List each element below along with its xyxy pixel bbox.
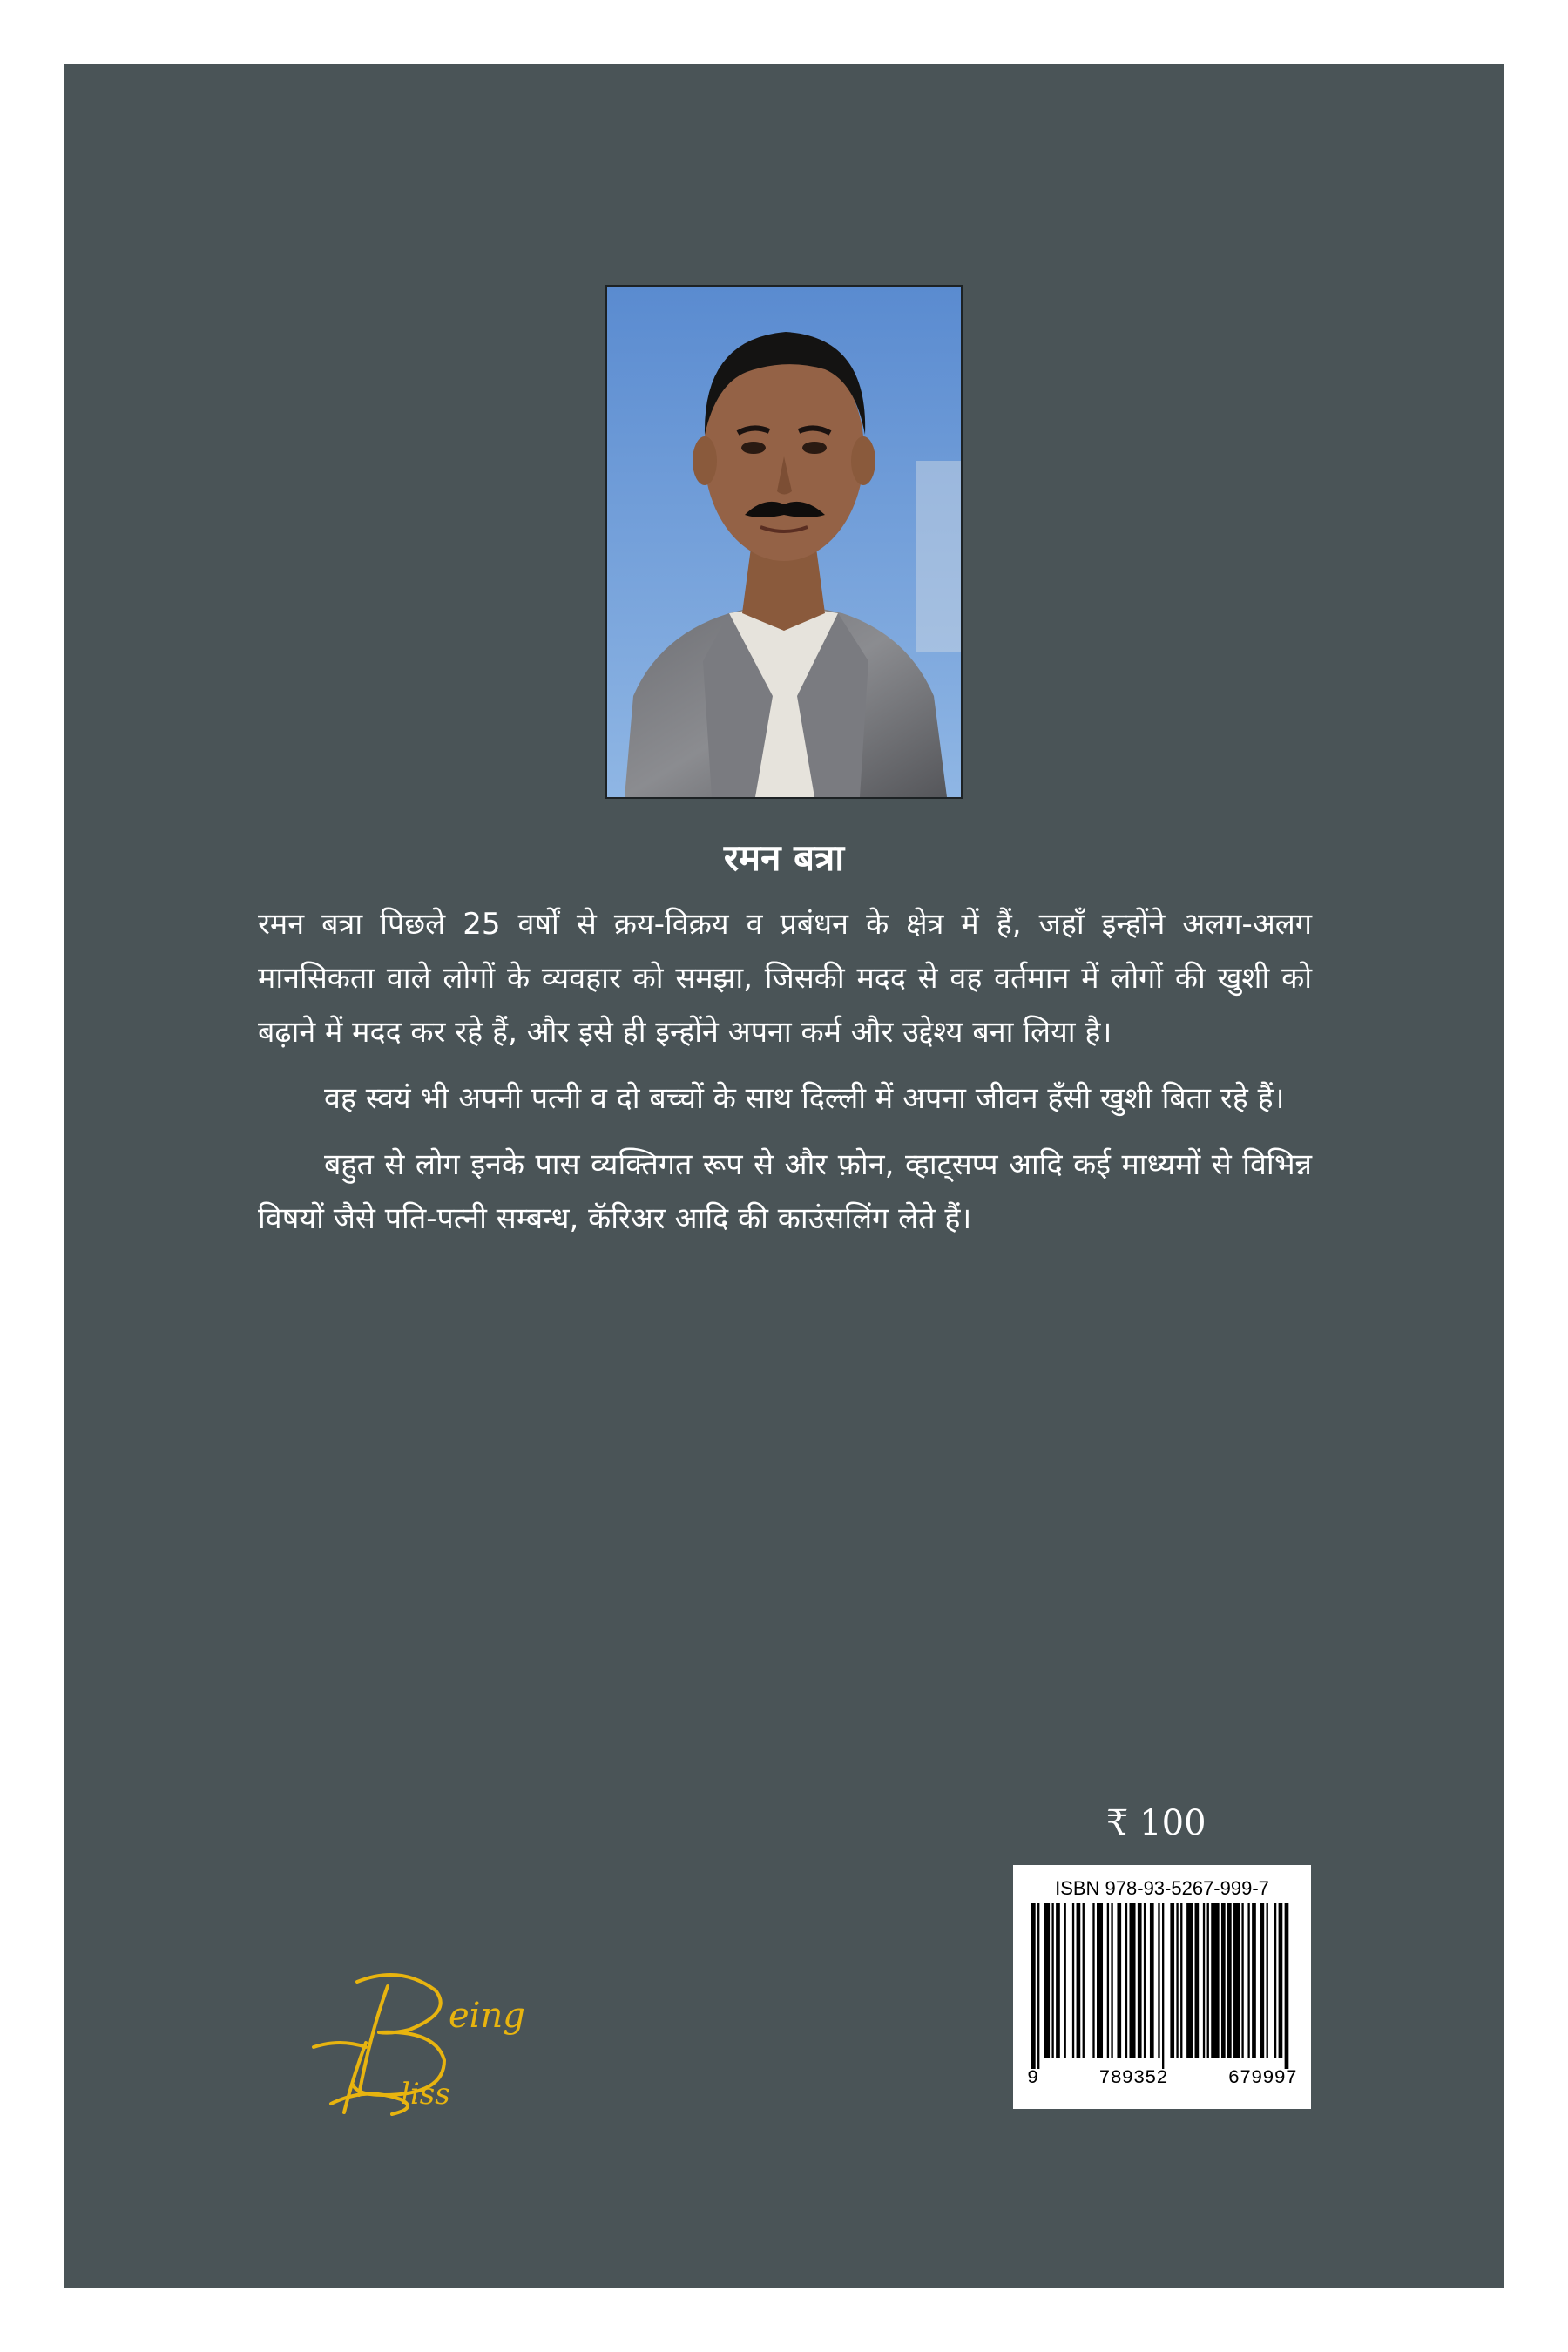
- isbn-label: ISBN 978-93-5267-999-7: [1055, 1877, 1269, 1899]
- barcode-bar: [1138, 1903, 1142, 2058]
- barcode-digit-group-3: 679997: [1227, 2067, 1297, 2089]
- barcode-bar: [1130, 1903, 1136, 2058]
- barcode-bar: [1111, 1903, 1112, 2058]
- barcode-bar: [1150, 1903, 1154, 2058]
- barcode-bar: [1117, 1903, 1121, 2058]
- barcode: [1027, 1903, 1297, 2069]
- barcode-bar: [1044, 1903, 1050, 2058]
- price-label: ₹ 100: [1106, 1803, 1206, 1843]
- barcode-bar: [1162, 1903, 1164, 2069]
- barcode-bar: [1083, 1903, 1085, 2058]
- barcode-bar: [1252, 1903, 1256, 2058]
- isbn-barcode-box: [1013, 1865, 1311, 2109]
- bio-paragraph-3: बहुत से लोग इनके पास व्यक्तिगत रूप से और फ़ोन, व्हाट्सप्प आदि कई माध्यमों से विभिन्न विषयों जैसे पति-पत्नी सम्बन्ध, कॅरिअर आदि की काउंसलिंग लेते हैं।: [258, 1147, 1312, 1236]
- barcode-bar: [1158, 1903, 1159, 2058]
- author-photo: [605, 285, 963, 799]
- barcode-bar: [1267, 1903, 1268, 2058]
- author-portrait-icon: [607, 287, 961, 797]
- barcode-bar: [1247, 1903, 1249, 2058]
- author-name: रमन बत्रा: [723, 836, 845, 879]
- barcode-bar: [1144, 1903, 1146, 2058]
- barcode-bar: [1207, 1903, 1209, 2058]
- barcode-bar: [1077, 1903, 1081, 2058]
- barcode-bar: [1170, 1903, 1174, 2058]
- logo-text-top: eing: [449, 1996, 525, 2036]
- barcode-bar: [1227, 1903, 1232, 2058]
- barcode-bar: [1092, 1903, 1094, 2058]
- barcode-bar: [1221, 1903, 1226, 2058]
- barcode-bar: [1274, 1903, 1276, 2058]
- barcode-bar: [1195, 1903, 1200, 2058]
- bio-paragraph-1: रमन बत्रा पिछले 25 वर्षों से क्रय-विक्रय व प्रबंधन के क्षेत्र में हैं, जहाँ इन्होंने अलग-अलग मानसिकता वाले लोगों के व्यवहार को समझा, जिसकी मदद से वह वर्तमान में लोगों की खुशी को बढ़ाने में मदद कर रहे हैं, और इसे ही इन्होंने अपना कर्म और उद्देश्य बना लिया है।: [258, 907, 1312, 1050]
- barcode-bar: [1125, 1903, 1127, 2058]
- barcode-icon: [1027, 1903, 1297, 2069]
- publisher-logo: [305, 1964, 566, 2121]
- barcode-digit-group-2: 789352: [1098, 2067, 1168, 2089]
- barcode-bar: [1279, 1903, 1283, 2058]
- logo-text-bottom: liss: [401, 2077, 450, 2112]
- barcode-bar: [1107, 1903, 1109, 2058]
- bio-paragraph-2: वह स्वयं भी अपनी पत्नी व दो बच्चों के साथ दिल्ली में अपना जीवन हँसी खुशी बिता रहे हैं।: [324, 1081, 1285, 1116]
- barcode-bar: [1031, 1903, 1036, 2069]
- barcode-bar: [1072, 1903, 1074, 2058]
- barcode-digit-group-1: 9: [1027, 2067, 1039, 2089]
- barcode-bar: [1260, 1903, 1265, 2058]
- being-bliss-logo-icon: [305, 1964, 566, 2121]
- barcode-bar: [1186, 1903, 1193, 2058]
- author-bio: [258, 897, 1312, 1258]
- barcode-bar: [1180, 1903, 1182, 2058]
- barcode-bar: [1064, 1903, 1066, 2058]
- barcode-bar: [1203, 1903, 1205, 2058]
- barcode-bar: [1241, 1903, 1243, 2058]
- barcode-bar: [1051, 1903, 1053, 2058]
- barcode-bar: [1056, 1903, 1060, 2058]
- barcode-digits: [1027, 2067, 1297, 2089]
- barcode-bar: [1176, 1903, 1178, 2058]
- barcode-bar: [1285, 1903, 1289, 2069]
- barcode-bar: [1211, 1903, 1219, 2058]
- barcode-bar: [1097, 1903, 1103, 2058]
- barcode-bar: [1037, 1903, 1039, 2069]
- barcode-bar: [1233, 1903, 1240, 2058]
